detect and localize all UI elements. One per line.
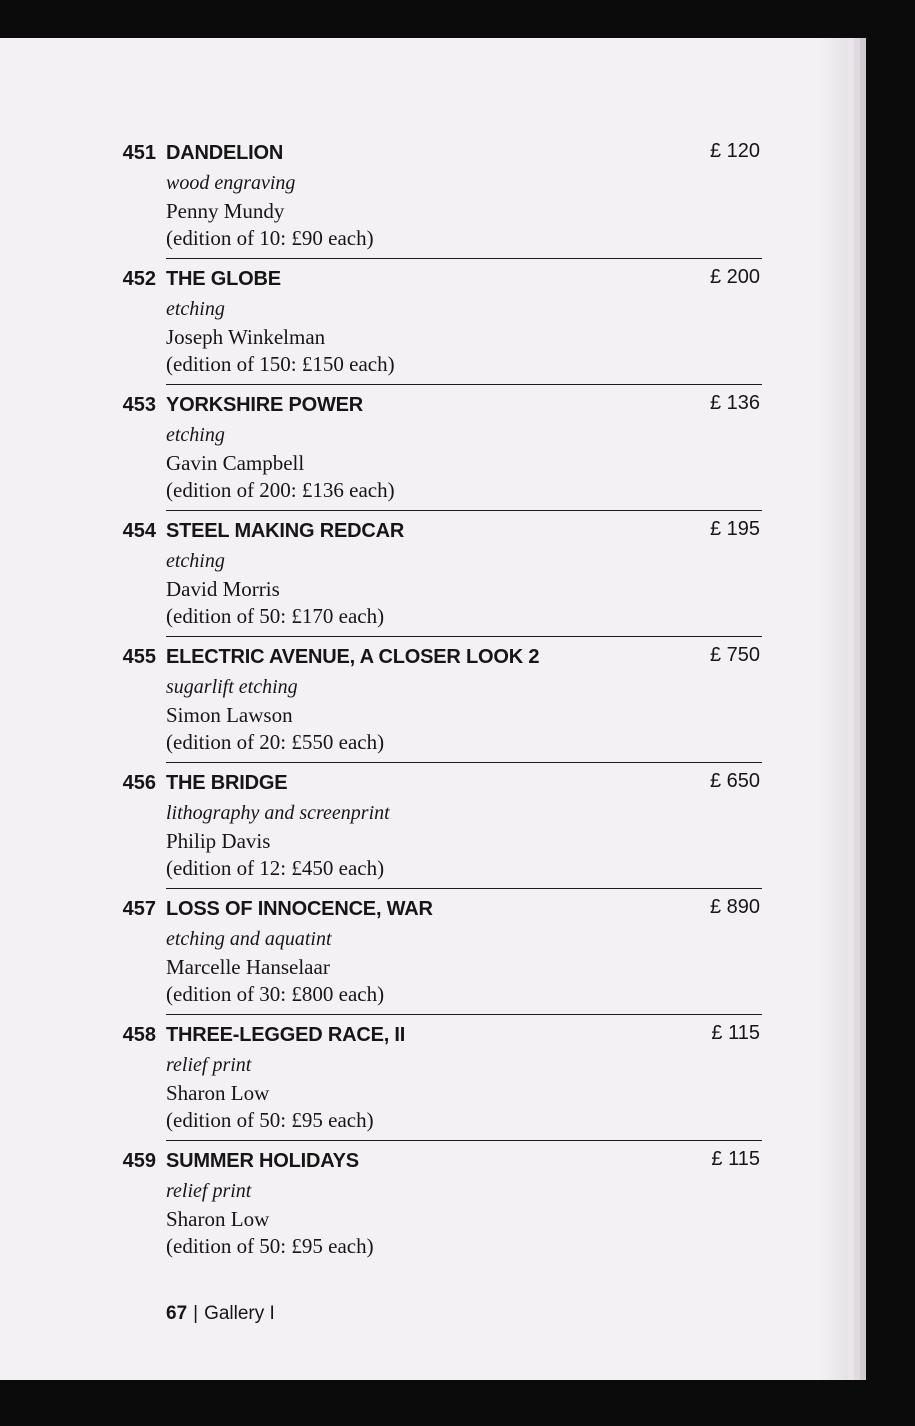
artwork-medium: etching — [166, 424, 225, 446]
catalogue-entry — [0, 1146, 848, 1272]
artist-name: Sharon Low — [166, 1081, 270, 1105]
artwork-title: THE BRIDGE — [166, 772, 288, 794]
lot-number: 456 — [122, 772, 156, 794]
lot-number: 455 — [122, 646, 156, 668]
catalogue-entry — [0, 390, 848, 516]
artwork-title: DANDELION — [166, 142, 284, 164]
artwork-price: £ 890 — [709, 896, 760, 918]
lot-number: 453 — [122, 394, 156, 416]
catalogue-entry — [0, 1020, 848, 1146]
page-number: 67 — [166, 1303, 188, 1324]
artwork-title: THE GLOBE — [166, 268, 281, 290]
artwork-price: £ 750 — [709, 644, 760, 666]
footer-separator: | — [193, 1303, 199, 1324]
lot-number: 451 — [122, 142, 156, 164]
catalogue-page — [0, 38, 848, 1380]
divider-rule — [166, 1140, 762, 1141]
artwork-price: £ 115 — [711, 1022, 760, 1044]
edition-info: (edition of 50: £170 each) — [166, 604, 385, 628]
artwork-title: LOSS OF INNOCENCE, WAR — [166, 898, 433, 920]
artwork-title: SUMMER HOLIDAYS — [166, 1150, 359, 1172]
artwork-price: £ 195 — [709, 518, 760, 540]
lot-number: 458 — [122, 1024, 156, 1046]
artwork-medium: relief print — [166, 1054, 252, 1076]
artwork-price: £ 136 — [709, 392, 760, 414]
artwork-title: STEEL MAKING REDCAR — [166, 520, 405, 542]
divider-rule — [166, 510, 762, 511]
artist-name: Gavin Campbell — [166, 451, 305, 475]
edition-info: (edition of 30: £800 each) — [166, 982, 385, 1006]
artist-name: Marcelle Hanselaar — [166, 955, 330, 979]
section-name: Gallery I — [204, 1303, 275, 1324]
artwork-title: THREE-LEGGED RACE, II — [166, 1024, 406, 1046]
artwork-price: £ 115 — [711, 1148, 760, 1170]
artist-name: Penny Mundy — [166, 199, 285, 223]
catalogue-entry — [0, 138, 848, 264]
catalogue-entry — [0, 264, 848, 390]
artwork-medium: etching and aquatint — [166, 928, 332, 950]
catalogue-entry — [0, 516, 848, 642]
divider-rule — [166, 258, 762, 259]
artwork-medium: etching — [166, 550, 225, 572]
artwork-medium: lithography and screenprint — [166, 802, 390, 824]
lot-number: 457 — [122, 898, 156, 920]
edition-info: (edition of 12: £450 each) — [166, 856, 385, 880]
page-footer — [166, 1303, 275, 1325]
artist-name: Sharon Low — [166, 1207, 270, 1231]
artwork-medium: wood engraving — [166, 172, 296, 194]
lot-number: 452 — [122, 268, 156, 290]
catalogue-entry — [0, 894, 848, 1020]
artist-name: Simon Lawson — [166, 703, 293, 727]
artwork-title: ELECTRIC AVENUE, A CLOSER LOOK 2 — [166, 646, 540, 668]
catalogue-entry — [0, 768, 848, 894]
divider-rule — [166, 384, 762, 385]
artist-name: Philip Davis — [166, 829, 271, 853]
edition-info: (edition of 200: £136 each) — [166, 478, 395, 502]
edition-info: (edition of 20: £550 each) — [166, 730, 385, 754]
edition-info: (edition of 50: £95 each) — [166, 1234, 374, 1258]
artwork-price: £ 200 — [709, 266, 760, 288]
divider-rule — [166, 636, 762, 637]
edition-info: (edition of 10: £90 each) — [166, 226, 374, 250]
artwork-price: £ 650 — [709, 770, 760, 792]
divider-rule — [166, 1014, 762, 1015]
artwork-price: £ 120 — [709, 140, 760, 162]
artwork-medium: etching — [166, 298, 225, 320]
artist-name: Joseph Winkelman — [166, 325, 326, 349]
artwork-title: YORKSHIRE POWER — [166, 394, 364, 416]
edition-info: (edition of 150: £150 each) — [166, 352, 395, 376]
edition-info: (edition of 50: £95 each) — [166, 1108, 374, 1132]
artist-name: David Morris — [166, 577, 280, 601]
catalogue-entry — [0, 642, 848, 768]
lot-number: 459 — [122, 1150, 156, 1172]
artwork-medium: relief print — [166, 1180, 252, 1202]
divider-rule — [166, 762, 762, 763]
artwork-medium: sugarlift etching — [166, 676, 298, 698]
divider-rule — [166, 888, 762, 889]
lot-number: 454 — [122, 520, 156, 542]
